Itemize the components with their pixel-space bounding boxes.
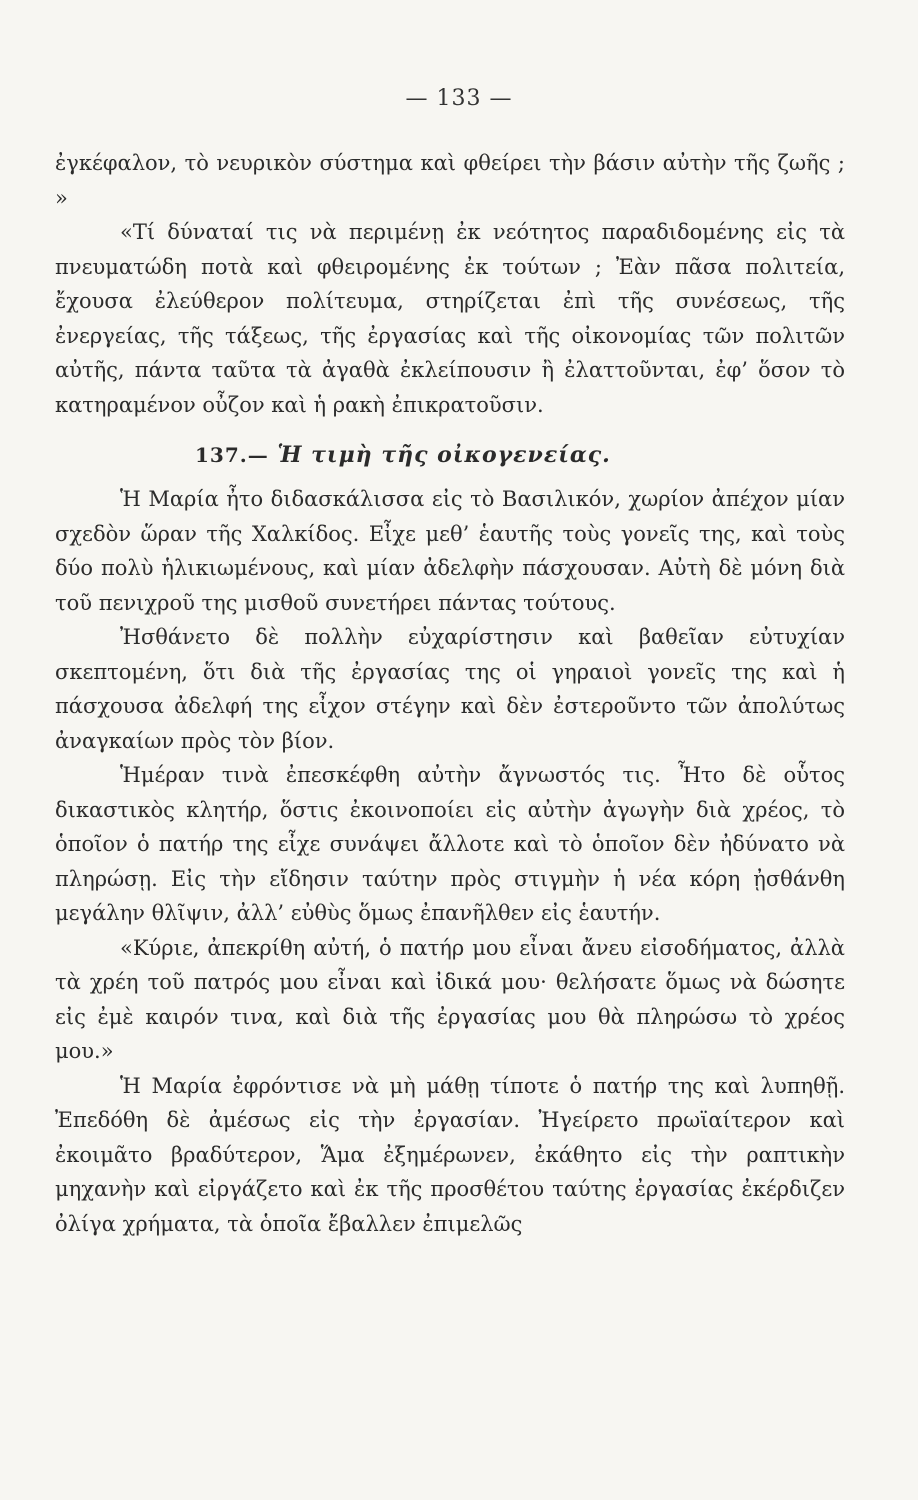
paragraph: ἐγκέφαλον, τὸ νευρικὸν σύστημα καὶ φθείρει τὴν βάσιν αὐτὴν τῆς ζωῆς ; » bbox=[55, 151, 845, 210]
paragraph: «Κύριε, ἀπεκρίθη αὐτή, ὁ πατήρ μου εἶναι ἄνευ εἰσοδήματος, ἀλλὰ τὰ χρέη τοῦ πατρός μου εἶναι καὶ ἰδικά μου· θελήσατε ὅμως νὰ δώσητε εἰς ἐμὲ καιρόν τινα, καὶ διὰ τῆς ἐργασίας μου θὰ πληρώσω τὸ χρέος μου.» bbox=[55, 935, 845, 1063]
section-heading bbox=[195, 436, 845, 474]
paragraph: Ἡ Μαρία ἐφρόντισε νὰ μὴ μάθῃ τίποτε ὁ πατήρ της καὶ λυπηθῇ. Ἐπεδόθη δὲ ἀμέσως εἰς τὴν ἐργασίαν. Ἠγείρετο πρωϊαίτερον καὶ ἐκοιμᾶτο βραδύτερον, Ἅμα ἐξημέρωνεν, ἐκάθητο εἰς τὴν ραπτικὴν μηχανὴν καὶ εἰργάζετο καὶ ἐκ τῆς προσθέτου ταύτης ἐργασίας ἐκέρδιζεν ὀλίγα χρήματα, τὰ ὁποῖα ἔβαλλεν ἐπιμελῶς bbox=[55, 1073, 845, 1236]
page-number: — 133 — bbox=[405, 86, 513, 111]
paragraph: Ἡμέραν τινὰ ἐπεσκέφθη αὐτὴν ἄγνωστός τις. Ἦτο δὲ οὗτος δικαστικὸς κλητήρ, ὅστις ἐκοινοποίει εἰς αὐτὴν ἀγωγὴν διὰ χρέος, τὸ ὁποῖον ὁ πατήρ της εἶχε συνάψει ἄλλοτε καὶ τὸ ὁποῖον δὲν ἠδύνατο νὰ πληρώσῃ. Εἰς τὴν εἴδησιν ταύτην πρὸς στιγμὴν ἡ νέα κόρη ᾐσθάνθη μεγάλην θλῖψιν, ἀλλ’ εὐθὺς ὅμως ἐπανῆλθεν εἰς ἑαυτήν. bbox=[55, 763, 845, 925]
section-title: Ἡ τιμὴ τῆς οἰκογενείας. bbox=[277, 442, 611, 468]
paragraph: «Τί δύναταί τις νὰ περιμένῃ ἐκ νεότητος παραδιδομένης εἰς τὰ πνευματώδη ποτὰ καὶ φθειρομένης ἐκ τούτων ; Ἐὰν πᾶσα πολιτεία, ἔχουσα ἐλεύθερον πολίτευμα, στηρίζεται ἐπὶ τῆς συνέσεως, τῆς ἐνεργείας, τῆς τάξεως, τῆς ἐργασίας καὶ τῆς οἰκονομίας τῶν πολιτῶν αὐτῆς, πάντα ταῦτα τὰ ἀγαθὰ ἐκλείπουσιν ἢ ἐλαττοῦνται, ἐφ’ ὅσον τὸ κατηραμένον οὖζον καὶ ἡ ρακὴ ἐπικρατοῦσιν. bbox=[55, 220, 845, 417]
section-number: 137.— bbox=[195, 443, 269, 467]
paragraph: Ἡ Μαρία ἦτο διδασκάλισσα εἰς τὸ Βασιλικόν, χωρίον ἀπέχον μίαν σχεδὸν ὥραν τῆς Χαλκίδος. Εἶχε μεθ’ ἑαυτῆς τοὺς γονεῖς της, καὶ τοὺς δύο πολὺ ἡλικιωμένους, καὶ μίαν ἀδελφὴν πάσχουσαν. Αὐτὴ δὲ μόνη διὰ τοῦ πενιχροῦ της μισθοῦ συνετήρει πάντας τούτους. bbox=[55, 487, 845, 615]
body-text bbox=[55, 146, 845, 1241]
paragraph: Ἠσθάνετο δὲ πολλὴν εὐχαρίστησιν καὶ βαθεῖαν εὐτυχίαν σκεπτομένη, ὅτι διὰ τῆς ἐργασίας της οἱ γηραιοὶ γονεῖς της καὶ ἡ πάσχουσα ἀδελφή της εἶχον στέγην καὶ δὲν ἐστεροῦντο τῶν ἀπολύτως ἀναγκαίων πρὸς τὸν βίον. bbox=[55, 625, 845, 753]
